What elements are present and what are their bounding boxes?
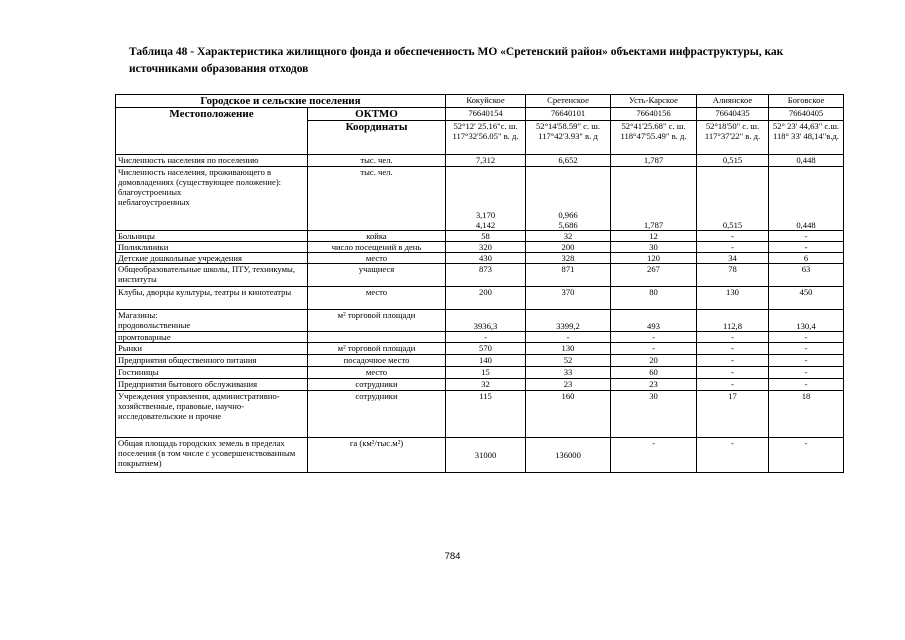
row-unit: койка [308, 231, 446, 242]
coords-header: Координаты [308, 121, 446, 155]
row-label: Общеобразовательные школы, ПТУ, техникумы, институты [116, 264, 308, 287]
row-value: 115 [446, 391, 526, 438]
row-value: 112,8 [697, 310, 769, 332]
header-row-oktmo [116, 108, 844, 121]
row-value: 18 [769, 391, 844, 438]
row-value: - [697, 242, 769, 253]
row-value: - [769, 438, 844, 473]
row-label: Учреждения управления, административно-хозяйственные, правовые, научно-исследовательские и прочие [116, 391, 308, 438]
row-value: - [697, 332, 769, 343]
row-label: Численность населения, проживающего в домовладениях (существующее положение): [118, 167, 282, 187]
row-label: Предприятия бытового обслуживания [116, 379, 308, 391]
table-row [116, 438, 844, 473]
column-name: Алиянское [697, 95, 769, 108]
row-value: 52 [526, 355, 611, 367]
row-value: - [697, 438, 769, 473]
row-label: Общая площадь городских земель в пределах поселения (в том числе с усовершенствованным покрытием) [116, 438, 308, 473]
row-value: - [769, 231, 844, 242]
row-value: 60 [611, 367, 697, 379]
row-value: 31000 [446, 438, 526, 473]
row-value: 4,142 [475, 220, 496, 230]
row-unit: сотрудники [308, 379, 446, 391]
oktmo-code: 76640154 [446, 108, 526, 121]
coords-cell: 52°18'50" с. ш. 117°37'22" в. д. [697, 121, 769, 155]
coords-cell: 52°12' 25.16"с. ш. 117°32'56.05" в. д. [446, 121, 526, 155]
row-value: 33 [526, 367, 611, 379]
row-value: - [526, 332, 611, 343]
row-value: 7,312 [446, 155, 526, 167]
oktmo-code: 76640101 [526, 108, 611, 121]
row-value: 78 [697, 264, 769, 287]
row-label-block [116, 310, 308, 332]
row-value: 130 [526, 343, 611, 355]
column-name: Кокуйское [446, 95, 526, 108]
row-value: 0,448 [769, 155, 844, 167]
row-value: 80 [611, 287, 697, 310]
row-value: 130 [697, 287, 769, 310]
table-row [116, 287, 844, 310]
table-row [116, 264, 844, 287]
oktmo-code: 76640405 [769, 108, 844, 121]
row-value-block [446, 167, 526, 231]
coords-cell: 52° 23' 44,63" с.ш. 118° 33' 48,14"в.д. [769, 121, 844, 155]
row-value: 63 [769, 264, 844, 287]
row-label: промтоварные [116, 332, 308, 343]
row-value: 34 [697, 253, 769, 264]
table-row [116, 355, 844, 367]
row-value: 328 [526, 253, 611, 264]
row-value: 17 [697, 391, 769, 438]
row-unit [308, 332, 446, 343]
row-value: 23 [611, 379, 697, 391]
row-value: 267 [611, 264, 697, 287]
row-value: 6 [769, 253, 844, 264]
row-value: 1,787 [611, 167, 697, 231]
row-value: - [446, 332, 526, 343]
row-value: 140 [446, 355, 526, 367]
row-label: Рынки [116, 343, 308, 355]
row-value: 450 [769, 287, 844, 310]
row-unit: учащиеся [308, 264, 446, 287]
row-value: - [611, 332, 697, 343]
row-value: 20 [611, 355, 697, 367]
row-unit: посадочное место [308, 355, 446, 367]
row-value: 32 [526, 231, 611, 242]
row-value: 120 [611, 253, 697, 264]
row-value: - [769, 332, 844, 343]
row-value: - [769, 242, 844, 253]
row-value: 5,686 [558, 220, 578, 230]
table-row [116, 391, 844, 438]
table-row [116, 310, 844, 332]
row-label: Предприятия общественного питания [116, 355, 308, 367]
infrastructure-table [115, 94, 844, 473]
row-unit: место [308, 253, 446, 264]
oktmo-code: 76640435 [697, 108, 769, 121]
table-row [116, 367, 844, 379]
row-value: 23 [526, 379, 611, 391]
row-value: 3399,2 [526, 310, 611, 332]
row-value: 12 [611, 231, 697, 242]
row-value: 15 [446, 367, 526, 379]
row-value: 873 [446, 264, 526, 287]
row-value: - [769, 343, 844, 355]
row-value: - [697, 355, 769, 367]
row-label: Детские дошкольные учреждения [116, 253, 308, 264]
header-row-names [116, 95, 844, 108]
row-value: - [769, 379, 844, 391]
row-label: неблагоустроенных [118, 197, 190, 207]
table-row [116, 231, 844, 242]
row-value: 493 [611, 310, 697, 332]
location-header: Местоположение [116, 108, 308, 155]
page-number: 784 [444, 551, 461, 562]
table-row [116, 167, 844, 231]
row-value: 1,787 [611, 155, 697, 167]
row-unit: место [308, 367, 446, 379]
row-value: 3936,3 [446, 310, 526, 332]
row-label: Численность населения по поселению [116, 155, 308, 167]
table-caption: Таблица 48 - Характеристика жилищного фонда и обеспеченность МО «Сретенский район» объектами инфраструктуры, как источниками образования отходов [129, 46, 784, 75]
row-label: продовольственные [118, 320, 191, 330]
row-value: 6,652 [526, 155, 611, 167]
oktmo-code: 76640156 [611, 108, 697, 121]
row-unit: м² торговой площади [308, 310, 446, 332]
table-row [116, 379, 844, 391]
row-label-block [116, 167, 308, 231]
row-value: 130,4 [769, 310, 844, 332]
row-unit: тыс. чел. [308, 167, 446, 231]
column-name: Усть-Карское [611, 95, 697, 108]
row-value: 30 [611, 391, 697, 438]
row-value: 200 [446, 287, 526, 310]
table-row [116, 242, 844, 253]
row-label: Клубы, дворцы культуры, театры и кинотеатры [116, 287, 308, 310]
row-value: 30 [611, 242, 697, 253]
row-unit: место [308, 287, 446, 310]
column-name: Боговское [769, 95, 844, 108]
row-value: 370 [526, 287, 611, 310]
row-value: 160 [526, 391, 611, 438]
row-label: Поликлиники [116, 242, 308, 253]
row-unit: га (км²/тыс.м²) [308, 438, 446, 473]
row-unit: м² торговой площади [308, 343, 446, 355]
row-value: - [769, 355, 844, 367]
row-value-block [526, 167, 611, 231]
row-value: 0,515 [697, 167, 769, 231]
row-value: 570 [446, 343, 526, 355]
row-label: Больницы [116, 231, 308, 242]
row-value: 430 [446, 253, 526, 264]
row-value: - [697, 343, 769, 355]
row-label: Гостиницы [116, 367, 308, 379]
row-label: благоустроенных [118, 187, 182, 197]
table-row [116, 155, 844, 167]
row-value: - [697, 231, 769, 242]
row-value: 3,170 [475, 210, 496, 220]
row-value: 0,448 [769, 167, 844, 231]
row-label: Магазины: [118, 310, 158, 320]
row-value: - [769, 367, 844, 379]
row-unit: число посещений в день [308, 242, 446, 253]
oktmo-header: ОКТМО [308, 108, 446, 121]
table-row [116, 332, 844, 343]
table-row [116, 343, 844, 355]
table-row [116, 253, 844, 264]
row-value: 0,515 [697, 155, 769, 167]
coords-cell: 52°14'58.59" с. ш. 117°42'3.93" в. д [526, 121, 611, 155]
row-value: - [697, 379, 769, 391]
row-value: 320 [446, 242, 526, 253]
row-value: 200 [526, 242, 611, 253]
coords-cell: 52°41'25.68" с. ш. 118°47'55.49" в. д. [611, 121, 697, 155]
row-value: - [611, 343, 697, 355]
column-name: Сретенское [526, 95, 611, 108]
settlements-header: Городское и сельские поселения [116, 95, 446, 108]
row-value: - [697, 367, 769, 379]
row-value: 32 [446, 379, 526, 391]
row-value: - [611, 438, 697, 473]
row-value: 58 [446, 231, 526, 242]
row-value: 871 [526, 264, 611, 287]
row-value: 0,966 [558, 210, 578, 220]
row-value: 136000 [526, 438, 611, 473]
row-unit: тыс. чел. [308, 155, 446, 167]
row-unit: сотрудники [308, 391, 446, 438]
